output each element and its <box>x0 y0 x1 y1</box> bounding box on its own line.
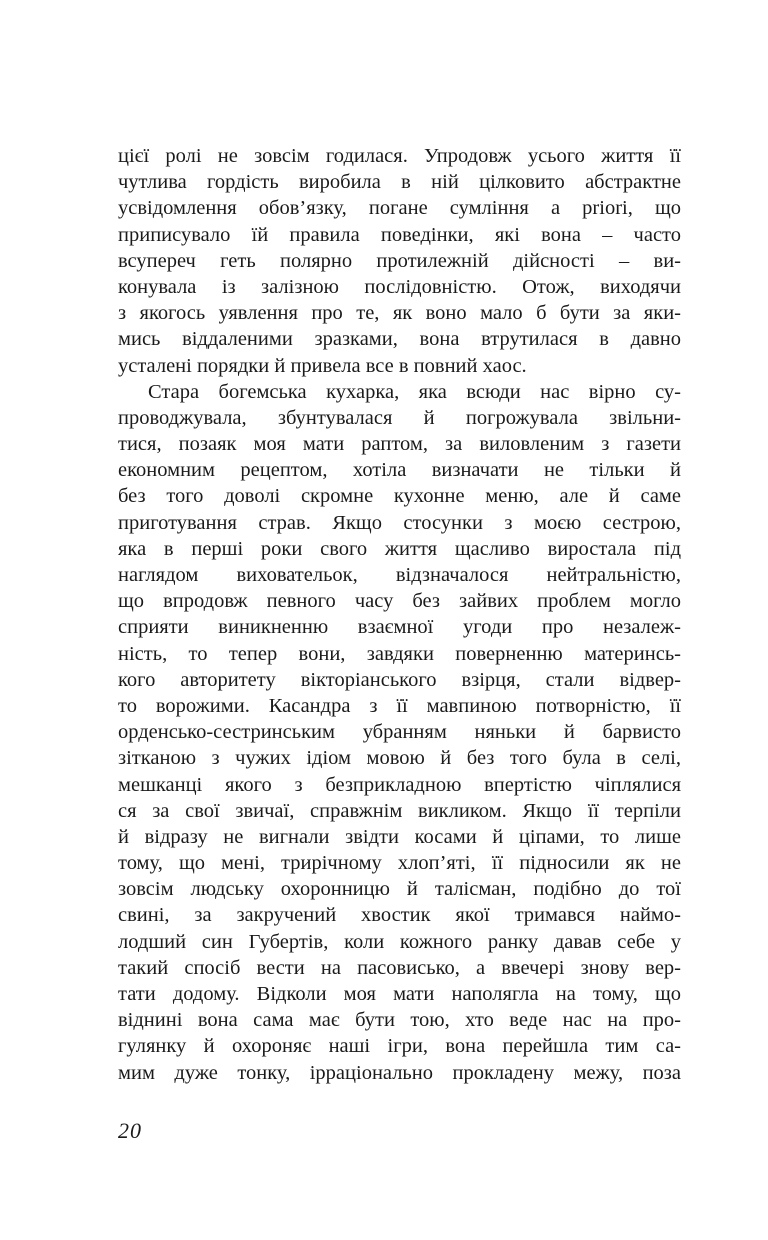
text-line: наглядом виховательок, відзначалося нейтральністю, <box>118 564 681 586</box>
text-line: зітканою з чужих ідіом мовою й без того була в селі, <box>118 747 681 770</box>
text-line: що впродовж певного часу без зайвих проблем могло <box>118 590 681 613</box>
text-line: ність, то тепер вони, завдяки поверненню материнсь- <box>118 642 681 665</box>
text-line: конувала із залізною послідовністю. Отож, виходячи <box>118 275 681 298</box>
text-line: приписувало їй правила поведінки, які вона – часто <box>118 223 681 246</box>
text-line: гулянку й охороняє наші ігри, вона перейшла тим са- <box>118 1035 681 1058</box>
page-number: 20 <box>118 1118 142 1143</box>
text-line: зовсім людську охоронницю й талісман, подібно до тої <box>118 878 681 901</box>
text-line: сприяти виникненню взаємної угоди про незалеж- <box>118 616 681 639</box>
text-line: без того доволі скромне кухонне меню, але й саме <box>118 485 681 508</box>
text-line: ся за свої звичаї, справжнім викликом. Якщо її терпіли <box>118 799 681 822</box>
text-line: й відразу не вигнали звідти косами й ціпами, то лише <box>118 825 681 848</box>
text-line: мись віддаленими зразками, вона втрутилася в давно <box>118 328 681 351</box>
text-line: тися, позаяк моя мати раптом, за виловленим з газети <box>118 433 681 456</box>
text-line: усталені порядки й привела все в повний хаос. <box>118 354 527 377</box>
text-line: яка в перші роки свого життя щасливо виростала під <box>118 537 681 560</box>
text-line: з якогось уявлення про те, як воно мало б бути за яки- <box>118 302 681 325</box>
text-line: лодший син Губертів, коли кожного ранку давав себе у <box>118 930 681 953</box>
text-line: орденсько-сестринським убранням няньки й барвисто <box>118 721 681 744</box>
body-text <box>118 143 681 1086</box>
text-line: чутлива гордість виробила в ній цілковито абстрактне <box>118 171 681 194</box>
text-line: тати додому. Відколи моя мати наполягла на тому, що <box>118 983 681 1005</box>
text-line: тому, що мені, трирічному хлоп’яті, її підносили як не <box>118 852 681 875</box>
text-line: проводжувала, збунтувалася й погрожувала звільни- <box>118 406 681 429</box>
text-line: економним рецептом, хотіла визначати не тільки й <box>118 459 681 482</box>
text-line: кого авторитету вікторіанського взірця, стали відвер- <box>118 668 681 691</box>
text-line: приготування страв. Якщо стосунки з моєю сестрою, <box>118 511 681 534</box>
text-line: такий спосіб вести на пасовисько, а ввечері знову вер- <box>118 956 681 979</box>
text-line: мешканці якого з безприкладною впертістю чіплялися <box>118 773 681 796</box>
text-line: свині, за закручений хвостик якої тримався наймо- <box>118 904 681 927</box>
text-line: всупереч геть полярно протилежній дійсності – ви- <box>118 249 681 272</box>
text-line: віднині вона сама має бути тою, хто веде нас на про- <box>118 1009 681 1032</box>
paragraph-first-line: Стара богемська кухарка, яка всюди нас вірно су- <box>148 380 681 403</box>
text-line: усвідомлення обов’язку, погане сумління a priori, що <box>118 197 681 220</box>
text-line: цієї ролі не зовсім годилася. Упродовж усього життя її <box>118 145 681 167</box>
text-line: то ворожими. Касандра з її мавпиною потворністю, її <box>118 694 681 717</box>
text-line: мим дуже тонку, ірраціонально прокладену межу, поза <box>118 1061 681 1084</box>
